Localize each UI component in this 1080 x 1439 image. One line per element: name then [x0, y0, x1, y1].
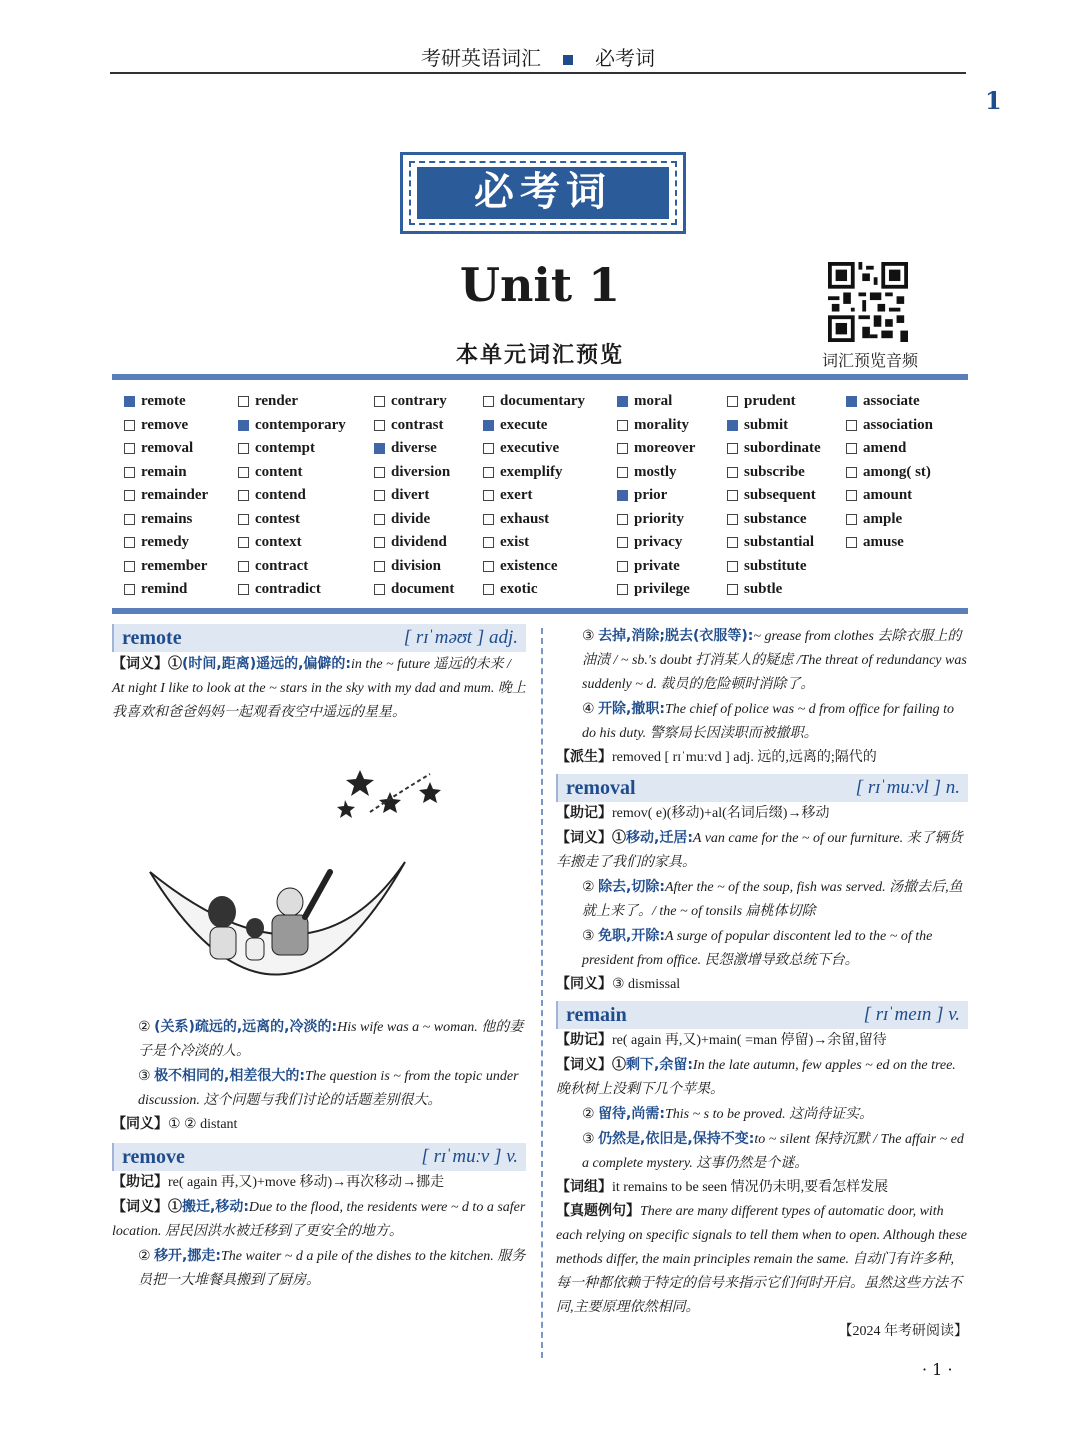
word-label: executive	[500, 440, 560, 457]
checkbox-empty-icon[interactable]	[483, 396, 494, 407]
checkbox-empty-icon[interactable]	[374, 420, 385, 431]
phrase: 【词组】it remains to be seen 情况仍未明,要看怎样发展	[556, 1180, 889, 1195]
word-label: divide	[391, 510, 431, 527]
word-item[interactable]	[483, 484, 585, 508]
derivative: 【派生】removed [ rɪˈmuːvd ] adj. 远的,远离的;隔代的	[556, 750, 877, 765]
checkbox-empty-icon[interactable]	[727, 537, 738, 548]
checkbox-empty-icon[interactable]	[124, 467, 135, 478]
moon-family-illustration	[130, 752, 540, 1018]
checkbox-empty-icon[interactable]	[124, 443, 135, 454]
running-header	[110, 36, 966, 74]
running-header-text	[110, 42, 966, 71]
exam-source: 【2024 年考研阅读】	[838, 1324, 968, 1339]
word-label: diversion	[391, 463, 451, 480]
entry-pronunciation: [ rɪˈmuːv ] v.	[421, 1146, 518, 1167]
word-label: substance	[744, 510, 807, 527]
word-item[interactable]	[483, 437, 585, 461]
word-item[interactable]	[124, 508, 208, 532]
word-item[interactable]	[374, 578, 454, 602]
word-item[interactable]	[846, 531, 933, 555]
word-label: remote	[141, 393, 186, 410]
synonym: 【同义】① ② distant	[112, 1117, 238, 1132]
definition: ③ 仍然是,依旧是,保持不变:to ~ silent 保持沉默 / The affair ~ ed a complete mystery. 这事仍然是个谜。	[582, 1131, 964, 1171]
word-label: subsequent	[744, 487, 816, 504]
checkbox-empty-icon[interactable]	[846, 467, 857, 478]
word-label: exert	[500, 487, 533, 504]
checkbox-filled-icon[interactable]	[483, 420, 494, 431]
header-section-title: 必考词	[595, 46, 655, 70]
checkbox-empty-icon[interactable]	[124, 537, 135, 548]
word-label: privacy	[634, 534, 683, 551]
word-label: private	[634, 557, 680, 574]
checkbox-empty-icon[interactable]	[617, 420, 628, 431]
word-item[interactable]	[374, 437, 454, 461]
word-label: contrast	[391, 416, 444, 433]
word-label: associate	[863, 393, 920, 410]
exam-example: 【真题例句】There are many different types of automatic door, with each relying on specific signals to tell them when to open. Although these methods differ, the main principles remain the same. 自动门有许多种,每一种都依赖于特定的信号来指示它们何时开启。虽然这些方法不同,主要原理依然相同。	[556, 1204, 967, 1315]
checkbox-empty-icon[interactable]	[238, 396, 249, 407]
banner-title: 必考词	[417, 167, 669, 219]
word-item[interactable]	[124, 461, 208, 485]
definition: 【词义】①搬迁,移动:Due to the flood, the residents were ~ d to a safer location. 居民因洪水被迁移到了更安全的地方。	[112, 1199, 526, 1239]
word-item[interactable]	[617, 437, 695, 461]
checkbox-empty-icon[interactable]	[727, 396, 738, 407]
word-item[interactable]	[617, 508, 695, 532]
word-label: remainder	[141, 487, 209, 504]
word-item[interactable]	[124, 437, 208, 461]
checkbox-empty-icon[interactable]	[483, 467, 494, 478]
word-item[interactable]	[124, 390, 208, 414]
word-item[interactable]	[238, 484, 346, 508]
checkbox-empty-icon[interactable]	[238, 490, 249, 501]
checkbox-empty-icon[interactable]	[846, 490, 857, 501]
checkbox-empty-icon[interactable]	[617, 467, 628, 478]
word-label: exist	[500, 534, 530, 551]
checkbox-empty-icon[interactable]	[238, 514, 249, 525]
checkbox-empty-icon[interactable]	[374, 514, 385, 525]
word-label: amount	[863, 487, 913, 504]
checkbox-empty-icon[interactable]	[483, 490, 494, 501]
word-item[interactable]	[483, 414, 585, 438]
word-item[interactable]	[124, 414, 208, 438]
word-label: removal	[141, 440, 194, 457]
word-column	[617, 390, 695, 602]
word-label: contest	[255, 510, 300, 527]
word-item[interactable]	[374, 484, 454, 508]
word-label: association	[863, 416, 934, 433]
word-label: divert	[391, 487, 430, 504]
word-item[interactable]	[727, 555, 821, 579]
entry-pronunciation: [ rɪˈmeɪn ] v.	[863, 1004, 960, 1025]
checkbox-empty-icon[interactable]	[238, 537, 249, 548]
word-label: remedy	[141, 534, 190, 551]
checkbox-empty-icon[interactable]	[846, 420, 857, 431]
preview-title: 本单元词汇预览	[455, 342, 624, 368]
word-item[interactable]	[846, 484, 933, 508]
checkbox-empty-icon[interactable]	[374, 490, 385, 501]
checkbox-filled-icon[interactable]	[374, 443, 385, 454]
word-label: contrary	[391, 393, 447, 410]
word-item[interactable]	[483, 531, 585, 555]
word-label: subtle	[744, 581, 783, 598]
header-square-icon	[563, 55, 573, 65]
word-item[interactable]	[374, 390, 454, 414]
word-item[interactable]	[617, 414, 695, 438]
word-label: contemporary	[255, 416, 346, 433]
qr-code-icon[interactable]	[828, 262, 908, 342]
word-column	[374, 390, 454, 602]
definition: 【词义】①剩下,余留:In the late autumn, few apples ~ ed on the tree. 晚秋树上没剩下几个苹果。	[556, 1057, 956, 1097]
word-item[interactable]	[727, 414, 821, 438]
word-label: morality	[634, 416, 689, 433]
word-item[interactable]	[124, 555, 208, 579]
definition: 【词义】①(时间,距离)遥远的,偏僻的:in the ~ future 遥远的未来 / At night I like to look at the ~ stars in the sky with my dad and mum. 晚上我喜欢和爸爸妈妈一起观看夜空中遥远的星星。	[112, 656, 526, 720]
word-label: division	[391, 557, 442, 574]
checkbox-empty-icon[interactable]	[124, 514, 135, 525]
checkbox-empty-icon[interactable]	[374, 584, 385, 595]
checkbox-empty-icon[interactable]	[727, 490, 738, 501]
word-label: contradict	[255, 581, 321, 598]
checkbox-empty-icon[interactable]	[374, 467, 385, 478]
checkbox-empty-icon[interactable]	[727, 561, 738, 572]
word-label: remains	[141, 510, 193, 527]
word-label: remain	[141, 463, 187, 480]
word-label: context	[255, 534, 302, 551]
word-item[interactable]	[374, 414, 454, 438]
checkbox-filled-icon[interactable]	[846, 396, 857, 407]
word-label: contempt	[255, 440, 315, 457]
entry-header-remote	[112, 624, 526, 652]
right-column	[556, 624, 968, 1344]
definition: 【词义】①移动,迁居:A van came for the ~ of our furniture. 来了辆货车搬走了我们的家具。	[556, 830, 963, 870]
grid-bottom-rule	[112, 608, 968, 614]
word-label: exemplify	[500, 463, 563, 480]
checkbox-empty-icon[interactable]	[727, 584, 738, 595]
word-label: subordinate	[744, 440, 821, 457]
entry-header-remain	[556, 1001, 968, 1029]
word-label: moreover	[634, 440, 696, 457]
entry-header-removal	[556, 774, 968, 802]
page-number: · 1 ·	[922, 1360, 953, 1379]
word-item[interactable]	[124, 578, 208, 602]
section-banner	[400, 152, 686, 234]
word-label: amuse	[863, 534, 904, 551]
definition: ② 移开,挪走:The waiter ~ d a pile of the dishes to the kitchen. 服务员把一大堆餐具搬到了厨房。	[138, 1248, 526, 1288]
synonym: 【同义】③ dismissal	[556, 977, 681, 992]
word-label: submit	[744, 416, 789, 433]
word-item[interactable]	[846, 461, 933, 485]
word-label: remove	[141, 416, 189, 433]
word-item[interactable]	[238, 531, 346, 555]
word-column	[124, 390, 208, 602]
word-label: execute	[500, 416, 548, 433]
entry-header-remove	[112, 1143, 526, 1171]
word-label: render	[255, 393, 299, 410]
header-book-title: 考研英语词汇	[421, 46, 541, 70]
unit-title: Unit 1	[459, 258, 621, 312]
word-item[interactable]	[374, 461, 454, 485]
word-item[interactable]	[846, 508, 933, 532]
definition: ③ 极不相同的,相差很大的:The question is ~ from the topic under discussion. 这个问题与我们讨论的话题差别很大。	[138, 1068, 519, 1108]
checkbox-filled-icon[interactable]	[617, 490, 628, 501]
word-label: content	[255, 463, 303, 480]
mnemonic: 【助记】remov( e)(移动)+al(名词后缀)→移动	[556, 806, 830, 821]
checkbox-empty-icon[interactable]	[617, 514, 628, 525]
mnemonic: 【助记】re( again 再,又)+main( =man 停留)→余留,留待	[556, 1033, 887, 1048]
checkbox-empty-icon[interactable]	[846, 443, 857, 454]
word-item[interactable]	[617, 531, 695, 555]
definition: ② 除去,切除:After the ~ of the soup, fish was served. 汤撤去后,鱼就上来了。/ the ~ of tonsils 扁桃体切除	[582, 879, 963, 919]
entry-word: remain	[566, 1004, 627, 1026]
word-item[interactable]	[727, 437, 821, 461]
word-item[interactable]	[124, 531, 208, 555]
entry-word: remove	[122, 1146, 185, 1168]
word-item[interactable]	[483, 555, 585, 579]
checkbox-empty-icon[interactable]	[124, 420, 135, 431]
checkbox-empty-icon[interactable]	[238, 584, 249, 595]
word-item[interactable]	[238, 414, 346, 438]
qr-label: 词汇预览音频	[821, 351, 918, 370]
word-item[interactable]	[374, 508, 454, 532]
word-label: documentary	[500, 393, 585, 410]
mnemonic: 【助记】re( again 再,又)+move 移动)→再次移动→挪走	[112, 1175, 445, 1190]
word-label: dividend	[391, 534, 447, 551]
word-item[interactable]	[483, 461, 585, 485]
word-label: privilege	[634, 581, 690, 598]
word-item[interactable]	[846, 437, 933, 461]
word-item[interactable]	[727, 531, 821, 555]
word-label: prudent	[744, 393, 796, 410]
checkbox-filled-icon[interactable]	[124, 396, 135, 407]
word-label: exotic	[500, 581, 538, 598]
word-item[interactable]	[238, 437, 346, 461]
checkbox-empty-icon[interactable]	[846, 537, 857, 548]
word-column	[483, 390, 585, 602]
word-label: substitute	[744, 557, 807, 574]
word-label: among( st)	[863, 463, 931, 480]
word-label: substantial	[744, 534, 815, 551]
entry-word: remote	[122, 627, 182, 649]
checkbox-empty-icon[interactable]	[124, 584, 135, 595]
word-item[interactable]	[483, 578, 585, 602]
word-label: exhaust	[500, 510, 550, 527]
word-label: contend	[255, 487, 306, 504]
word-item[interactable]	[238, 390, 346, 414]
word-column	[846, 390, 933, 555]
left-column	[112, 624, 526, 1293]
definition: ③ 免职,开除:A surge of popular discontent led to the ~ of the president from office. 民怨激增导致总统下台。	[582, 928, 933, 968]
entry-pronunciation: [ rɪˈməʊt ] adj.	[403, 627, 518, 648]
checkbox-empty-icon[interactable]	[727, 467, 738, 478]
word-item[interactable]	[727, 461, 821, 485]
checkbox-empty-icon[interactable]	[483, 514, 494, 525]
word-item[interactable]	[617, 461, 695, 485]
checkbox-empty-icon[interactable]	[483, 443, 494, 454]
word-item[interactable]	[727, 508, 821, 532]
word-item[interactable]	[727, 390, 821, 414]
word-item[interactable]	[238, 461, 346, 485]
checkbox-empty-icon[interactable]	[617, 537, 628, 548]
word-label: diverse	[391, 440, 437, 457]
checkbox-filled-icon[interactable]	[727, 420, 738, 431]
word-label: moral	[634, 393, 673, 410]
definition: ② (关系)疏远的,远离的,冷淡的:His wife was a ~ woman. 他的妻子是个冷淡的人。	[138, 1019, 524, 1059]
word-label: contract	[255, 557, 309, 574]
word-label: remind	[141, 581, 188, 598]
word-item[interactable]	[238, 555, 346, 579]
checkbox-empty-icon[interactable]	[124, 490, 135, 501]
checkbox-empty-icon[interactable]	[617, 584, 628, 595]
word-column	[238, 390, 346, 602]
word-item[interactable]	[374, 555, 454, 579]
entry-pronunciation: [ rɪˈmuːvl ] n.	[855, 777, 960, 798]
checkbox-empty-icon[interactable]	[617, 561, 628, 572]
checkbox-empty-icon[interactable]	[124, 561, 135, 572]
word-item[interactable]	[617, 484, 695, 508]
word-label: priority	[634, 510, 684, 527]
definition: ④ 开除,撤职:The chief of police was ~ d from office for failing to do his duty. 警察局长因渎职而被撤职。	[582, 701, 954, 741]
word-item[interactable]	[846, 414, 933, 438]
checkbox-empty-icon[interactable]	[374, 561, 385, 572]
checkbox-empty-icon[interactable]	[238, 467, 249, 478]
word-item[interactable]	[617, 555, 695, 579]
word-label: prior	[634, 487, 668, 504]
checkbox-empty-icon[interactable]	[483, 537, 494, 548]
checkbox-empty-icon[interactable]	[374, 537, 385, 548]
word-label: existence	[500, 557, 558, 574]
definition: ③ 去掉,消除;脱去(衣服等):~ grease from clothes 去除衣服上的油渍 / ~ sb.'s doubt 打消某人的疑虑 /The threat of redundancy was suddenly ~ d. 裁员的危险顿时消除了。	[582, 628, 967, 692]
checkbox-filled-icon[interactable]	[238, 420, 249, 431]
word-item[interactable]	[617, 578, 695, 602]
word-item[interactable]	[727, 578, 821, 602]
grid-top-rule	[112, 374, 968, 380]
chapter-number: 1	[985, 86, 1002, 115]
definition: ② 留待,尚需:This ~ s to be proved. 这尚待证实。	[582, 1106, 874, 1122]
word-label: document	[391, 581, 455, 598]
word-column	[727, 390, 821, 602]
word-item[interactable]	[483, 390, 585, 414]
word-item[interactable]	[483, 508, 585, 532]
checkbox-empty-icon[interactable]	[727, 514, 738, 525]
word-item[interactable]	[846, 390, 933, 414]
checkbox-empty-icon[interactable]	[483, 561, 494, 572]
word-label: remember	[141, 557, 208, 574]
checkbox-empty-icon[interactable]	[617, 443, 628, 454]
checkbox-filled-icon[interactable]	[617, 396, 628, 407]
column-divider	[541, 628, 543, 1358]
word-item[interactable]	[374, 531, 454, 555]
word-item[interactable]	[727, 484, 821, 508]
entry-word: removal	[566, 777, 636, 799]
word-label: subscribe	[744, 463, 805, 480]
checkbox-empty-icon[interactable]	[727, 443, 738, 454]
word-item[interactable]	[617, 390, 695, 414]
checkbox-empty-icon[interactable]	[846, 514, 857, 525]
word-label: mostly	[634, 463, 677, 480]
checkbox-empty-icon[interactable]	[238, 561, 249, 572]
word-item[interactable]	[124, 484, 208, 508]
word-label: amend	[863, 440, 907, 457]
checkbox-empty-icon[interactable]	[238, 443, 249, 454]
word-label: ample	[863, 510, 903, 527]
checkbox-empty-icon[interactable]	[483, 584, 494, 595]
word-item[interactable]	[238, 508, 346, 532]
checkbox-empty-icon[interactable]	[374, 396, 385, 407]
word-item[interactable]	[238, 578, 346, 602]
